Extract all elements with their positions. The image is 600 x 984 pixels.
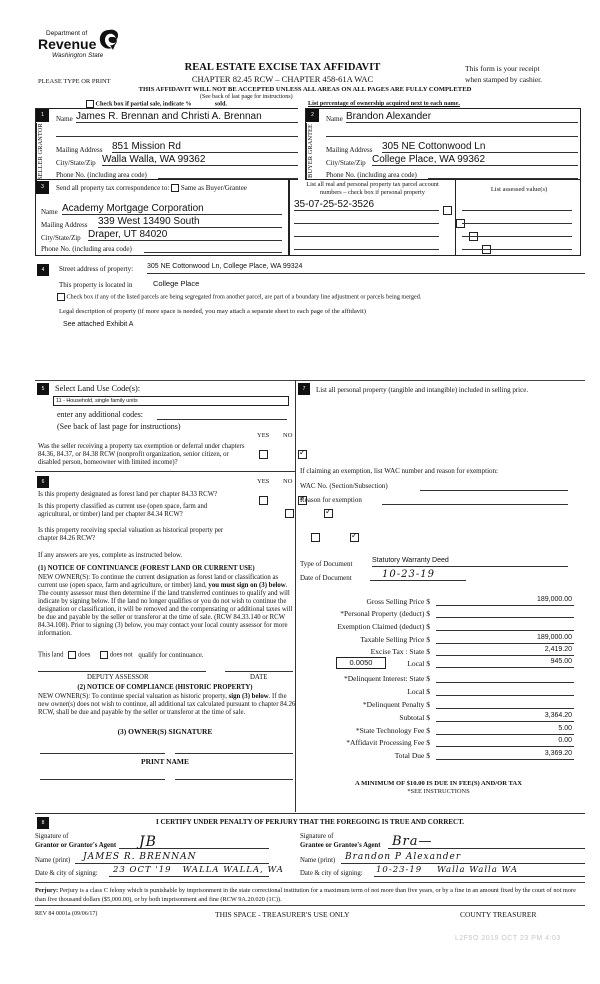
fee-delinquent-interest-state: *Delinquent Interest: State $ (300, 674, 575, 686)
section-1-seller (35, 108, 298, 180)
reason-label: Reason for exemption (300, 496, 362, 504)
buyer-city-field[interactable]: College Place, WA 99362 (372, 154, 578, 166)
county-treasurer: COUNTY TREASURER (460, 910, 537, 919)
seller-grantor-label: SELLER GRANTOR (36, 123, 49, 181)
total-due-field[interactable]: 3,369.20 (436, 750, 574, 760)
if-yes-note: If any answers are yes, complete as instructed below. (38, 552, 183, 559)
doc-date-field[interactable]: 10-23-19 (370, 569, 466, 581)
doc-type-label: Type of Document (300, 560, 353, 568)
legal-description-field[interactable]: See attached Exhibit A (63, 321, 134, 328)
grantor-date-label: Date & city of signing: (35, 870, 98, 877)
additional-codes-field[interactable] (157, 411, 287, 420)
ownership-note: List percentage of ownership acquired next to each name. (308, 100, 460, 107)
does-label: does (77, 651, 91, 659)
seller-city-field[interactable]: Walla Walla, WA 99362 (102, 154, 298, 166)
reason-field[interactable] (382, 496, 568, 505)
receipt-note-1: This form is your receipt (465, 64, 540, 73)
fee-gross-selling-price: Gross Selling Price $ 189,000.00 (366, 596, 572, 606)
section-number: 2 (306, 109, 319, 122)
assessed-value-field[interactable] (462, 212, 572, 224)
assessed-header: List assessed value(s) (490, 186, 548, 193)
taxable-selling-price-field[interactable]: 189,000.00 (436, 634, 574, 644)
section-number: 8 (37, 817, 49, 829)
parcels-header-1: List all real and personal property tax parcel account (306, 181, 439, 188)
delinquent-interest-local-field[interactable] (436, 686, 574, 696)
segregated-label: Check box if any of the listed parcels are being segregated from another parcel, are part of a boundary line adjustment or parcels being merged. (66, 293, 422, 301)
personal-property-checkbox[interactable] (443, 206, 452, 215)
section-4-property (35, 262, 585, 362)
this-land-label: This land (38, 651, 64, 659)
current-use-yes-checkbox[interactable] (285, 509, 294, 518)
seller-name-field-2[interactable] (56, 125, 298, 137)
section-number: 6 (37, 476, 49, 488)
dor-logo (38, 30, 118, 70)
notice-compliance-text: NEW OWNER(S): To continue special valuation as historic property, sign (3) below. If the new owner(s) does not wish to continue, all additional tax calculated pursuant to chapter 84.26 RCW, shall be due and payable by the seller or transferor at the time of sale. (38, 693, 296, 716)
continuance-row (38, 651, 203, 660)
fee-delinquent-interest-local: Local $ (300, 687, 575, 699)
fee-excise-local: Local $ 945.00 (407, 658, 572, 668)
fee-delinquent-penalty: *Delinquent Penalty $ (300, 700, 575, 712)
forest-land-question: Is this property designated as forest land per chapter 84.33 RCW? (38, 491, 218, 498)
print-name-field-2[interactable] (175, 779, 293, 780)
subtotal-field[interactable]: 3,364.20 (436, 712, 574, 722)
street-address-field[interactable]: 305 NE Cottonwood Ln, College Place, WA 99324 (147, 263, 585, 274)
grantor-date-field[interactable]: 23 OCT '19 WALLA WALLA, WA (109, 865, 269, 877)
additional-codes-row (57, 410, 143, 419)
no-header: NO (283, 478, 293, 485)
personal-property-deduct-field[interactable] (436, 608, 574, 618)
section-3-tax-correspondence (35, 180, 289, 256)
assessed-value-field[interactable] (462, 238, 572, 250)
grantee-sig-label-1: Signature of (300, 833, 334, 840)
certify-statement: I CERTIFY UNDER PENALTY OF PERJURY THAT THE FOREGOING IS TRUE AND CORRECT. (155, 818, 464, 826)
grantor-name-label: Name (print) (35, 857, 71, 864)
grantee-name-label: Name (print) (300, 857, 336, 864)
parcel-number-field[interactable] (294, 212, 439, 224)
see-instructions-note: *SEE INSTRUCTIONS (407, 788, 470, 795)
form-title: REAL ESTATE EXCISE TAX AFFIDAVIT (184, 62, 381, 73)
personal-property-field[interactable] (316, 409, 571, 459)
date-label: DATE (250, 674, 268, 681)
seller-name-label: Name (56, 115, 73, 123)
located-label: This property is located in (59, 281, 133, 289)
section-number: 4 (37, 264, 49, 276)
buyer-name-label: Name (326, 115, 343, 123)
exemption-claimed-field[interactable] (436, 621, 574, 631)
parcel-number-field[interactable] (294, 238, 439, 250)
grantor-name-field[interactable]: JAMES R. BRENNAN (75, 852, 269, 864)
fee-taxable-selling-price: Taxable Selling Price $ 189,000.00 (360, 634, 572, 644)
wac-label: WAC No. (Section/Subsection) (300, 482, 388, 490)
partial-sale-row (86, 100, 227, 108)
owner-signature-field-2[interactable] (175, 753, 293, 754)
seller-city-label: City/State/Zip (56, 159, 96, 167)
form-id: REV 84 0001a (09/06/17) (35, 911, 98, 917)
buyer-name-field-2[interactable] (326, 125, 578, 137)
fee-total-due: Total Due $ 3,369.20 (394, 750, 572, 760)
corr-phone-field[interactable] (144, 243, 282, 253)
seller-mailing-label: Mailing Address (56, 146, 103, 154)
seller-mailing-field[interactable]: 851 Mission Rd (112, 141, 298, 153)
partial-sale-sold: sold. (214, 100, 227, 108)
send-correspondence-row (56, 184, 247, 192)
street-label: Street address of property: (59, 265, 134, 273)
acceptance-warning: THIS AFFIDAVIT WILL NOT BE ACCEPTED UNLESS ALL AREAS ON ALL PAGES ARE FULLY COMPLETED (138, 86, 472, 93)
receipt-note-2: when stamped by cashier. (465, 75, 543, 84)
same-as-buyer-checkbox[interactable] (171, 184, 179, 192)
logo-line3: Washington State (52, 52, 104, 59)
parcel-number-field[interactable] (294, 225, 439, 237)
owner-signature-label: (3) OWNER(S) SIGNATURE (117, 727, 213, 736)
grantee-signature-field[interactable]: Bra— (388, 834, 585, 849)
fee-affidavit-processing: *Affidavit Processing Fee $ 0.00 (346, 737, 572, 747)
land-use-label: Select Land Use Code(s): (55, 384, 141, 393)
fee-personal-property: *Personal Property (deduct) $ (300, 609, 575, 621)
buyer-mailing-field[interactable]: 305 NE Cottonwood Ln (382, 141, 578, 153)
corr-phone-label: Phone No. (including area code) (41, 245, 132, 253)
fee-exemption-claimed: Exemption Claimed (deduct) $ (300, 622, 575, 634)
fee-excise-state: Excise Tax : State $ 2,419.20 (370, 646, 572, 656)
section-6-designation (35, 473, 295, 813)
partial-sale-checkbox[interactable] (86, 100, 94, 108)
section-number: 7 (298, 383, 310, 395)
exemption-label: If claiming an exemption, list WAC number and reason for exemption: (300, 467, 498, 475)
legal-description-label: Legal description of property (if more space is needed, you may attach a separate sheet to each page of the affidavit) (59, 308, 366, 315)
gross-selling-price-field[interactable]: 189,000.00 (436, 596, 574, 606)
buyer-name-field[interactable]: Brandon Alexander (346, 111, 578, 123)
delinquent-penalty-field[interactable] (436, 699, 574, 709)
current-use-question: Is this property classified as current use (open space, farm and agricultural, or timber) land per chapter 84.34 RCW? (38, 503, 208, 518)
section-8-certification (35, 815, 585, 885)
treasurer-use-only: THIS SPACE - TREASURER'S USE ONLY (215, 910, 350, 919)
section-5-border (35, 471, 295, 472)
notice-continuance-text: NEW OWNER(S): To continue the current designation as forest land or classification as current use (open space, farm and agriculture, or timber) land, you must sign on (3) below. The county assessor must then determine if the land transferred continues to qualify and will indicate by signing below. If the land no longer qualifies or you do not wish to continue the designation or classification, it will be removed and the compensating or additional taxes will be due and payable by the seller or transferor at the time of sale. (RCW 84.33.140 or RCW 84.34.108). Prior to signing (3) below, you may contact your local county assessor for more information. (38, 574, 293, 637)
seller-name-field[interactable]: James R. Brennan and Christi A. Brennan (76, 111, 298, 123)
corr-mailing-field[interactable]: 339 West 13490 South (98, 216, 282, 228)
owner-signature-field-1[interactable] (40, 753, 165, 754)
historical-question: Is this property receiving special valuation as historical property per chapter 84.26 RCW? (38, 527, 224, 542)
forest-land-yes-checkbox[interactable] (259, 496, 268, 505)
section-5-land-use (35, 381, 295, 471)
local-rate-field[interactable]: 0.0050 (336, 657, 386, 669)
perjury-bold: Perjury: (35, 887, 59, 894)
send-correspondence-label: Send all property tax correspondence to: (56, 184, 170, 192)
seller-phone-label: Phone No. (including area code) (56, 171, 147, 179)
perjury-divider (35, 882, 585, 883)
corr-city-label: City/State/Zip (41, 234, 81, 242)
exemption-yes-checkbox[interactable] (259, 450, 268, 459)
yes-header: YES (257, 432, 270, 439)
located-in-field[interactable]: College Place (153, 279, 200, 288)
partial-sale-label: Check box if partial sale, indicate % (95, 100, 192, 108)
logo-line2: Revenue (38, 36, 97, 52)
personal-property-label: List all personal property (tangible and intangible) included in selling price. (316, 386, 529, 394)
buyer-grantee-label: BUYER GRANTEE (306, 123, 319, 180)
assessed-value-field[interactable] (462, 199, 572, 211)
land-use-instructions: (See back of last page for instructions) (57, 422, 181, 431)
deputy-assessor-date[interactable] (225, 671, 293, 672)
grantee-sig-label-2: Grantee or Grantee's Agent (300, 842, 381, 849)
logo-line1: Department of (46, 30, 88, 37)
assessed-value-field[interactable] (462, 225, 572, 237)
does-not-checkbox[interactable] (100, 651, 108, 659)
segregated-checkbox[interactable] (57, 293, 65, 301)
buyer-phone-label: Phone No. (including area code) (326, 171, 417, 179)
please-type: PLEASE TYPE OR PRINT (38, 78, 111, 85)
fee-subtotal: Subtotal $ 3,364.20 (399, 712, 572, 722)
deputy-assessor-signature[interactable] (38, 671, 206, 672)
doc-date-label: Date of Document (300, 574, 352, 582)
perjury-bottom-divider (35, 905, 585, 906)
corr-city-field[interactable]: Draper, UT 84020 (88, 229, 282, 241)
section-divider (35, 813, 585, 814)
affidavit-processing-fee-field[interactable]: 0.00 (436, 737, 574, 747)
print-name-label: PRINT NAME (141, 757, 189, 766)
fee-state-technology: *State Technology Fee $ 5.00 (355, 725, 572, 735)
section-number: 3 (36, 181, 49, 194)
grantee-date-field[interactable]: 10-23-19 Walla Walla WA (374, 865, 585, 877)
excise-local-field[interactable]: 945.00 (436, 658, 574, 668)
grantee-date-label: Date & city of signing: (300, 870, 363, 877)
treasurer-stamp: L2F5O 2019 OCT 23 PM 4:03 (455, 935, 561, 942)
seller-phone-field[interactable] (158, 169, 298, 179)
dor-swirl-logo-icon (98, 28, 120, 52)
minimum-due-note: A MINIMUM OF $10.00 IS DUE IN FEE(S) AND/OR TAX (355, 780, 522, 787)
doc-type-field[interactable]: Statutory Warranty Deed (372, 557, 568, 567)
notice-continuance-title: (1) NOTICE OF CONTINUANCE (FOREST LAND OR CURRENT USE) (38, 565, 255, 572)
same-as-buyer-label: Same as Buyer/Grantee (180, 184, 247, 192)
segregated-row (57, 293, 421, 301)
buyer-mailing-label: Mailing Address (326, 146, 373, 154)
section-2-buyer (305, 108, 581, 180)
exemption-question: Was the seller receiving a property tax exemption or deferral under chapters 84.36, 84.37, or 84.38 RCW (nonprofit organization, senior citizen, or disabled person, homeowner with limited income)? (38, 443, 245, 466)
corr-name-field[interactable]: Academy Mortgage Corporation (62, 203, 282, 215)
state-technology-fee-field[interactable]: 5.00 (436, 725, 574, 735)
no-header: NO (283, 432, 293, 439)
excise-state-field[interactable]: 2,419.20 (436, 646, 574, 656)
perjury-notice (35, 886, 585, 904)
grantee-name-field[interactable]: Brandon P Alexander (341, 852, 585, 864)
delinquent-interest-state-field[interactable] (436, 673, 574, 683)
grantor-sig-label-1: Signature of (35, 833, 69, 840)
section-number: 1 (36, 109, 49, 122)
grantor-sig-label-2: Grantor or Grantor's Agent (35, 842, 117, 849)
wac-field[interactable] (420, 482, 568, 491)
land-use-select[interactable]: 11 - Household, single family units (53, 396, 289, 406)
does-not-label: does not (109, 651, 133, 659)
notice-compliance-title: (2) NOTICE OF COMPLIANCE (HISTORIC PROPERTY) (77, 684, 253, 691)
buyer-city-label: City/State/Zip (326, 159, 366, 167)
qualify-label: qualify for continuance. (138, 651, 204, 659)
corr-name-label: Name (41, 208, 58, 216)
parcels-header-2: numbers – check box if personal property (320, 189, 425, 196)
grantor-signature-field[interactable]: JB (119, 834, 269, 849)
parcels-box (289, 180, 581, 256)
deputy-assessor-label: DEPUTY ASSESSOR (87, 674, 149, 681)
does-checkbox[interactable] (68, 651, 76, 659)
corr-mailing-label: Mailing Address (41, 221, 88, 229)
print-name-field-1[interactable] (40, 779, 165, 780)
form-subtitle: CHAPTER 82.45 RCW – CHAPTER 458-61A WAC (191, 74, 374, 84)
additional-codes-label: enter any additional codes: (57, 410, 143, 419)
yes-header: YES (257, 478, 270, 485)
instructions-note: (See back of last page for instructions) (200, 94, 293, 100)
perjury-text: Perjury is a class C felony which is punishable by imprisonment in the state correctional institution for a maximum term of not more than five years, or by a fine in an amount fixed by the court of not more than five thousand dollars ($5,000.00), or by both imprisonment and fine (RCW 9A.20.020 (1C)). (35, 887, 576, 903)
buyer-phone-field[interactable] (428, 169, 578, 179)
parcel-number-field[interactable]: 35-07-25-52-3526 (294, 199, 439, 211)
section-number: 5 (37, 383, 49, 395)
